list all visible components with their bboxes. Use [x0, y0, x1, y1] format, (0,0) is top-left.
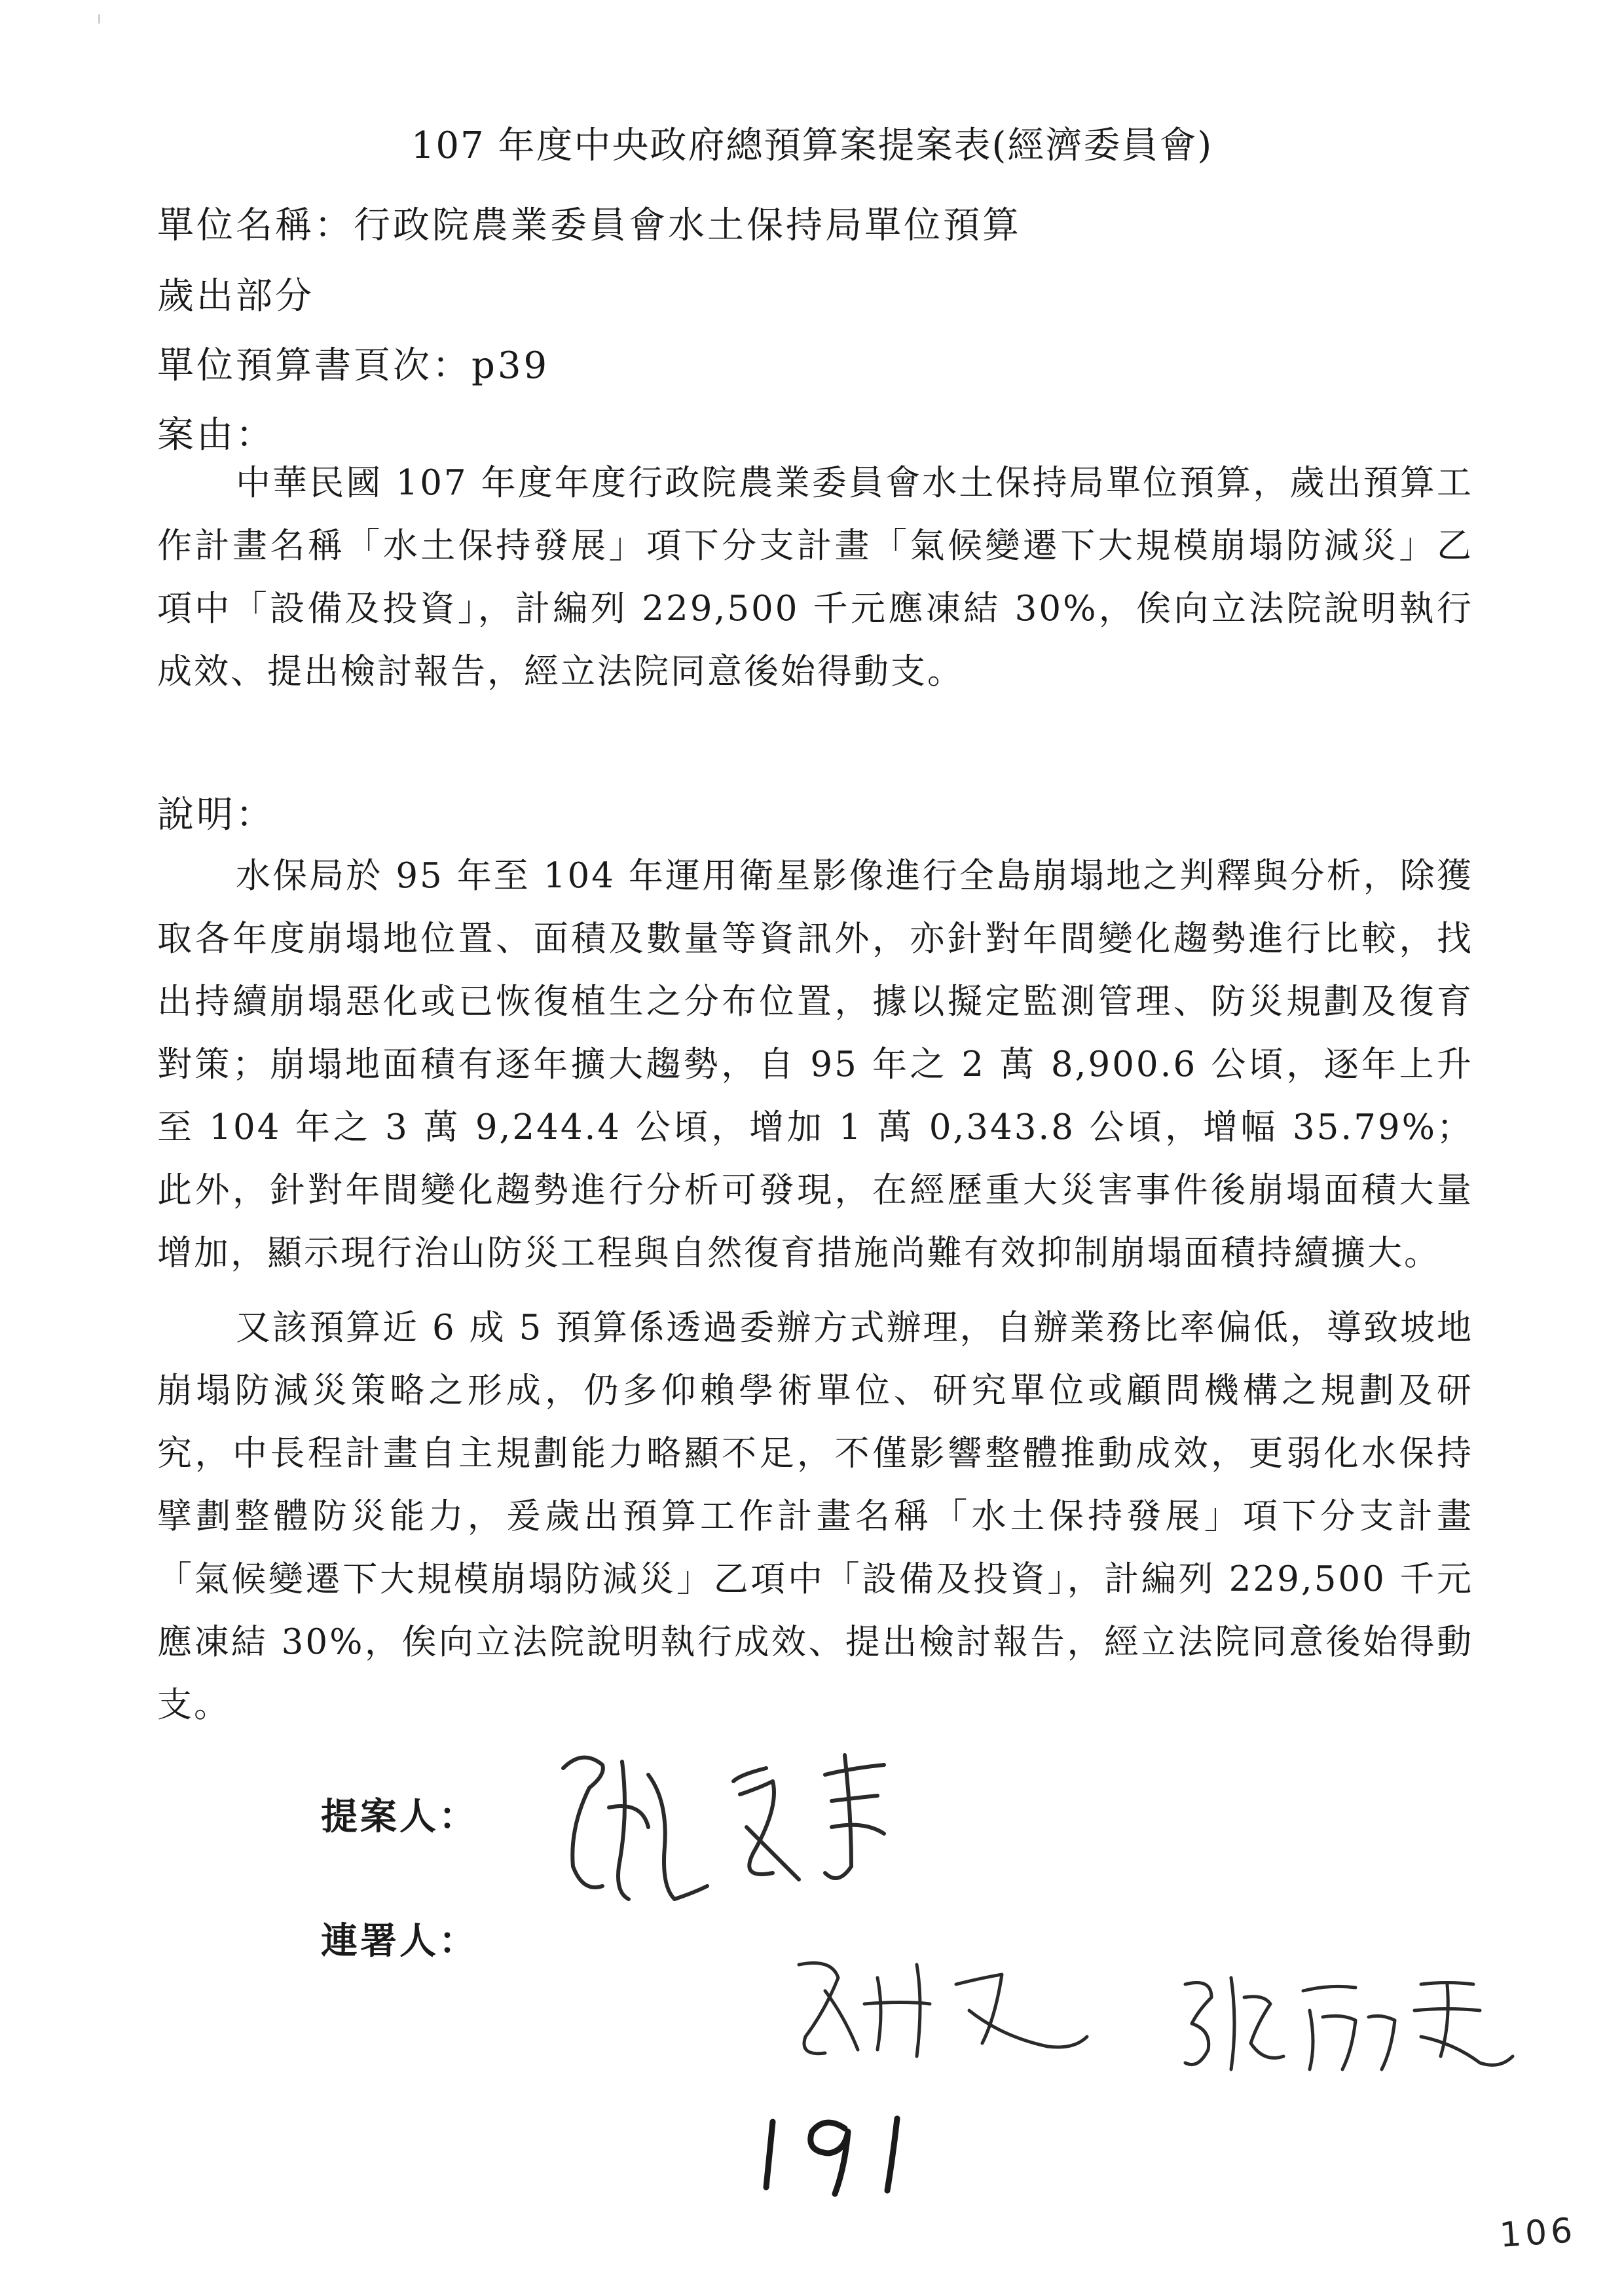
- cosigner-signature-2: [1172, 1958, 1526, 2089]
- proposer-label: 提案人：: [321, 1795, 478, 1838]
- explanation-paragraph-1: 水保局於 95 年至 104 年運用衛星影像進行全島崩塌地之判釋與分析，除獲取各年度崩塌地位置、面積及數量等資訊外，亦針對年間變化趨勢進行比較，找出持續崩塌惡化或已恢復植生之分布位置，據以擬定監測管理、防災規劃及復育對策；崩塌地面積有逐年擴大趨勢，自 95 年之 2 萬 8,900.6 公頃，逐年上升至 104 年之 3 萬 9,244.4 公頃，增加 1 萬 0,343.8 公頃，增幅 35.79%；此外，針對年間變化趨勢進行分析可發現，在經歷重大災害事件後崩塌面積大量增加，顯示現行治山防災工程與自然復育措施尚難有效抑制崩塌面積持續擴大。: [157, 856, 1473, 1273]
- corner-page-number: 106: [1498, 2210, 1578, 2256]
- scan-speck: [98, 14, 100, 24]
- cosigner-signature-1: [786, 1938, 1100, 2069]
- explanation-paragraph-2: 又該預算近 6 成 5 預算係透過委辦方式辦理，自辦業務比率偏低，導致坡地崩塌防減災策略之形成，仍多仰賴學術單位、研究單位或顧問機構之規劃及研究，中長程計畫自主規劃能力略顯不足，不僅影響整體推動成效，更弱化水保持擘劃整體防災能力，爰歲出預算工作計畫名稱「水土保持發展」項下分支計畫「氣候變遷下大規模崩塌防減災」乙項中「設備及投資」，計編列 229,500 千元應凍結 30%，俟向立法院說明執行成效、提出檢討報告，經立法院同意後始得動支。: [157, 1308, 1473, 1725]
- unit-name-line: 單位名稱：行政院農業委員會水土保持局單位預算: [157, 204, 1022, 247]
- page-reference-line: 單位預算書頁次：p39: [157, 344, 550, 387]
- section-line: 歲出部分: [157, 275, 314, 318]
- reason-heading: 案由：: [157, 414, 275, 456]
- proposer-signature: [544, 1735, 950, 1906]
- explanation-heading: 說明：: [157, 794, 275, 836]
- cosigner-label: 連署人：: [321, 1919, 478, 1963]
- reason-text: 中華民國 107 年度年度行政院農業委員會水土保持局單位預算，歲出預算工作計畫名稱「水土保持發展」項下分支計畫「氣候變遷下大規模崩塌防減災」乙項中「設備及投資」，計編列 229,500 千元應凍結 30%，俟向立法院說明執行成效、提出檢討報告，經立法院同意後始得動支。: [157, 463, 1473, 692]
- document-title: 107 年度中央政府總預算案提案表(經濟委員會): [411, 124, 1213, 167]
- handwritten-page-number: [753, 2102, 923, 2203]
